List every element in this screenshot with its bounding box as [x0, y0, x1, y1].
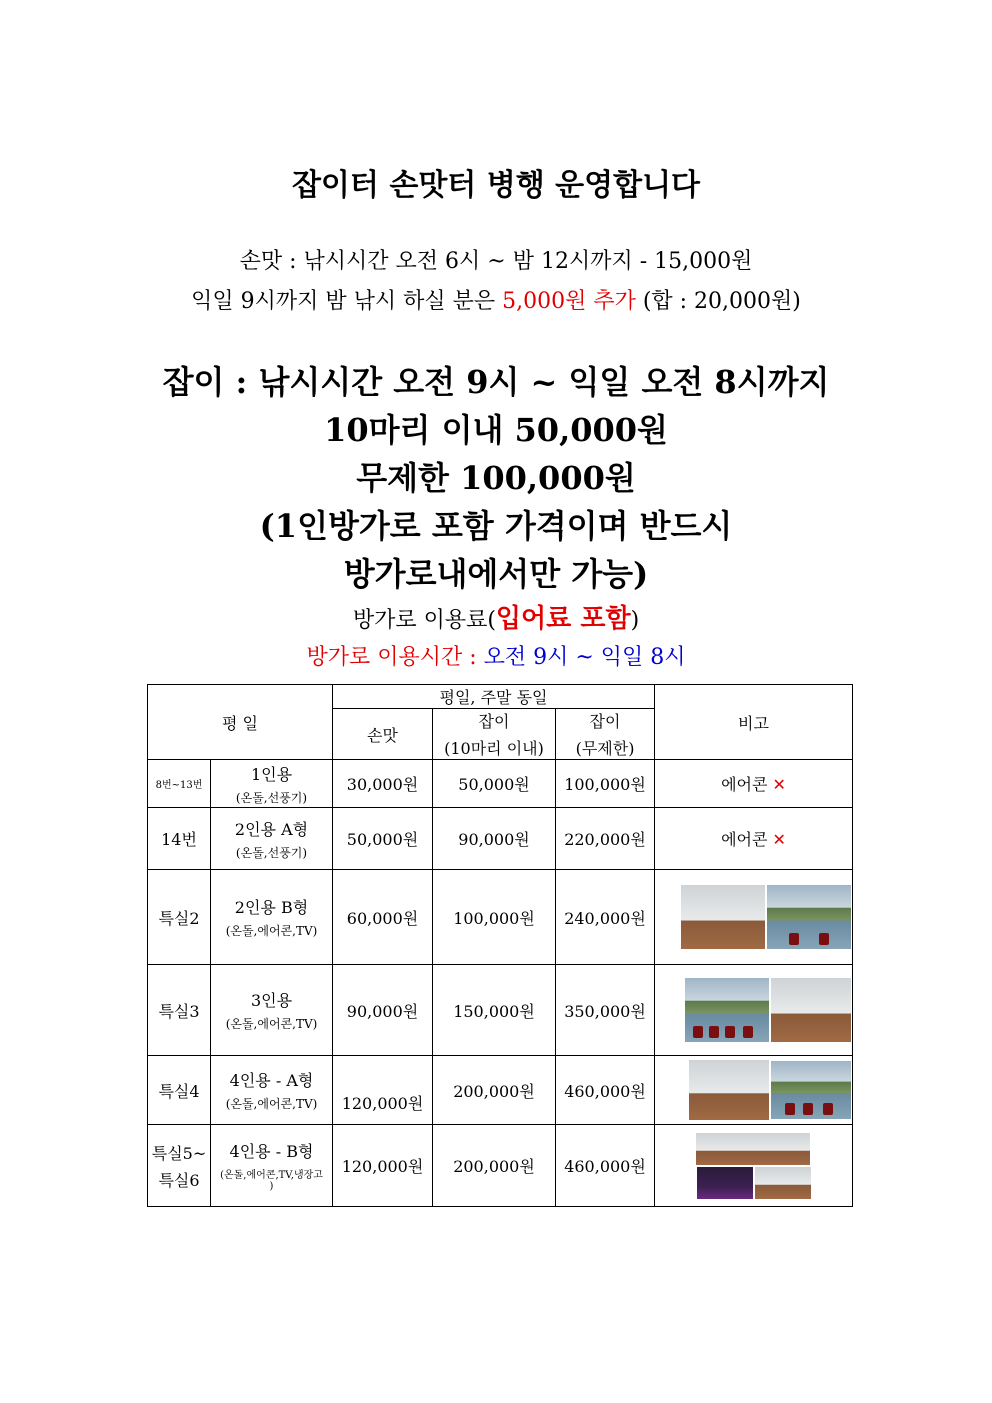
room-photo — [755, 1167, 811, 1199]
room-number-b: 특실6 — [158, 1170, 200, 1190]
unlimited-price: 240,000원 — [556, 870, 655, 965]
room-photo — [681, 885, 765, 949]
sonmat-price: 90,000원 — [333, 965, 433, 1056]
hours-label: 방가로 이용시간 : — [306, 645, 484, 670]
room-photo — [767, 885, 851, 949]
room-type-name: 4인용 - A형 — [229, 1071, 314, 1090]
unlimited-header — [556, 709, 655, 760]
page-title: 잡이터 손맛터 병행 운영합니다 — [291, 168, 701, 203]
jabi10-header-a: 잡이 — [478, 712, 510, 731]
room-number-a: 특실5~ — [151, 1143, 207, 1163]
weekday-header: 평 일 — [148, 685, 333, 760]
note-cell — [655, 760, 853, 808]
table-row — [148, 965, 853, 1056]
room-type-features: (온돌,선풍기) — [235, 790, 308, 805]
room-type — [211, 1056, 333, 1125]
jabi10-header-b: (10마리 이내) — [444, 739, 544, 758]
unlimited-header-a: 잡이 — [589, 712, 621, 731]
table-row — [148, 1125, 853, 1207]
extra-charge-text: 5,000원 추가 — [502, 289, 636, 314]
note-text: 에어콘 — [721, 775, 768, 794]
room-photo — [696, 1133, 810, 1165]
table-row — [148, 1056, 853, 1125]
sonmat-price: 30,000원 — [333, 760, 433, 808]
sonmat-price: 120,000원 — [333, 1056, 433, 1125]
sonmat-price: 50,000원 — [333, 808, 433, 870]
room-photo — [697, 1167, 753, 1199]
table-row — [148, 808, 853, 870]
unlimited-price: 350,000원 — [556, 965, 655, 1056]
room-photo — [771, 1061, 851, 1119]
unlimited-header-b: (무제한) — [575, 739, 635, 758]
room-number: 특실3 — [148, 965, 211, 1056]
room-type — [211, 965, 333, 1056]
note-cell — [655, 965, 853, 1056]
room-type-name: 3인용 — [250, 991, 293, 1010]
fee-heading-close: ) — [630, 608, 640, 633]
night-fishing-line — [0, 284, 992, 315]
fee-included-text: 입어료 포함 — [495, 604, 631, 634]
note-text: 에어콘 — [721, 830, 768, 849]
jabi-note-line-1: (1인방가로 포함 가격이며 반드시 — [259, 507, 733, 545]
sonmat-price: 120,000원 — [333, 1125, 433, 1207]
room-type-features-close: ) — [269, 1181, 274, 1192]
unlimited-price: 460,000원 — [556, 1056, 655, 1125]
room-type-features: (온돌,선풍기) — [235, 845, 308, 860]
room-type-features: (온돌,에어콘,TV) — [225, 924, 318, 938]
jabi-hours-line: 잡이 : 낚시시간 오전 9시 ~ 익일 오전 8시까지 — [162, 363, 830, 401]
jabi10-price: 200,000원 — [433, 1056, 556, 1125]
room-type-features: (온돌,에어콘,TV,냉장고 — [220, 1170, 323, 1181]
night-line-text: 익일 9시까지 밤 낚시 하실 분은 — [191, 289, 503, 314]
bungalow-hours-line — [0, 640, 992, 671]
room-photo — [689, 1060, 769, 1120]
x-icon: ✕ — [772, 775, 786, 794]
table-row — [148, 760, 853, 808]
unlimited-price: 460,000원 — [556, 1125, 655, 1207]
sonmat-hours-line: 손맛 : 낚시시간 오전 6시 ~ 밤 12시까지 - 15,000원 — [239, 249, 753, 274]
room-number: 특실4 — [148, 1056, 211, 1125]
jabi10-header — [433, 709, 556, 760]
room-number: 특실2 — [148, 870, 211, 965]
jabi10-price: 50,000원 — [433, 760, 556, 808]
room-type-name: 2인용 B형 — [234, 898, 309, 917]
jabi10-price: 90,000원 — [433, 808, 556, 870]
room-type-features: (온돌,에어콘,TV) — [225, 1017, 318, 1031]
table-row — [148, 870, 853, 965]
jabi10-price: 100,000원 — [433, 870, 556, 965]
jabi-note-line-2: 방가로내에서만 가능) — [343, 555, 649, 593]
room-number: 8번~13번 — [148, 760, 211, 808]
price-table — [147, 684, 853, 1207]
note-cell — [655, 1125, 853, 1207]
jabi-10-price-line: 10마리 이내 50,000원 — [324, 411, 668, 449]
room-type-features: (온돌,에어콘,TV) — [225, 1097, 318, 1111]
night-line-total: (합 : 20,000원) — [635, 289, 801, 314]
sonmat-header: 손맛 — [333, 709, 433, 760]
room-number: 14번 — [148, 808, 211, 870]
room-type-name: 1인용 — [250, 764, 293, 784]
hours-value: 오전 9시 ~ 익일 8시 — [483, 645, 686, 670]
room-type — [211, 808, 333, 870]
fee-heading-text: 방가로 이용료( — [352, 608, 496, 633]
jabi-unlimited-price-line: 무제한 100,000원 — [356, 459, 636, 497]
room-number — [148, 1125, 211, 1207]
note-header: 비고 — [655, 685, 853, 760]
note-cell — [655, 808, 853, 870]
unlimited-price: 220,000원 — [556, 808, 655, 870]
room-type — [211, 870, 333, 965]
room-photo — [685, 978, 769, 1042]
note-cell — [655, 870, 853, 965]
jabi10-price: 200,000원 — [433, 1125, 556, 1207]
room-photo — [771, 978, 851, 1042]
room-type — [211, 760, 333, 808]
jabi10-price: 150,000원 — [433, 965, 556, 1056]
bungalow-fee-heading — [0, 598, 992, 635]
room-type-name: 4인용 - B형 — [229, 1142, 314, 1161]
note-cell — [655, 1056, 853, 1125]
room-type-name: 2인용 A형 — [234, 819, 309, 839]
unlimited-price: 100,000원 — [556, 760, 655, 808]
room-type — [211, 1125, 333, 1207]
same-price-header: 평일, 주말 동일 — [333, 685, 655, 709]
sonmat-price: 60,000원 — [333, 870, 433, 965]
x-icon: ✕ — [772, 830, 786, 849]
